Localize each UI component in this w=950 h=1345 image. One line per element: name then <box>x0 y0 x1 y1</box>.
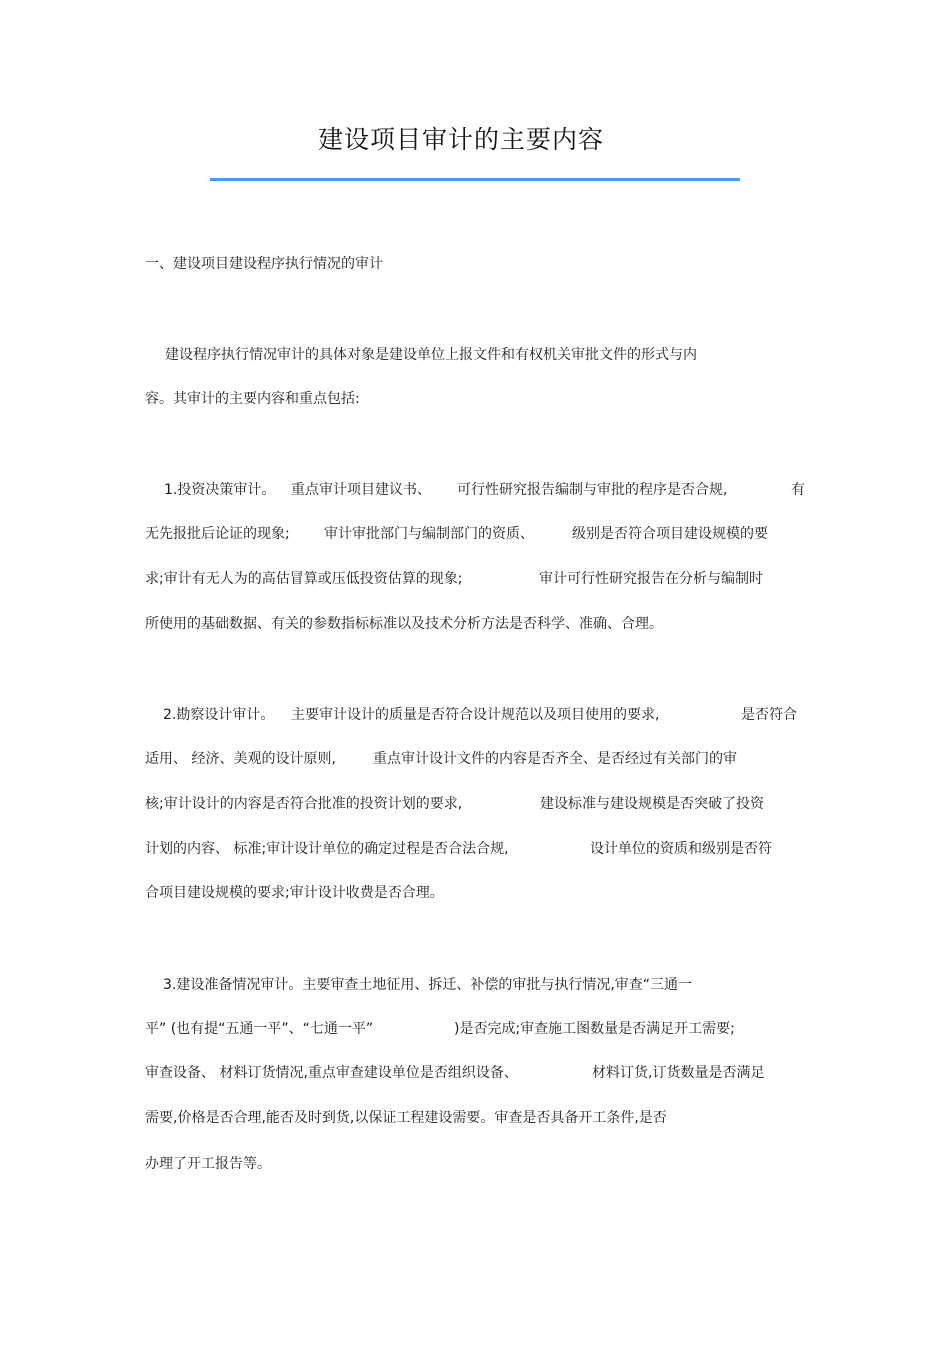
intro-line: 容。其审计的主要内容和重点包括: <box>145 391 360 407</box>
item3-text: )是否完成;审查施工图数量是否满足开工需要; <box>454 1021 735 1037</box>
item2-text: 适用、 经济、美观的设计原则, <box>145 751 336 767</box>
item2-text: 重点审计设计文件的内容是否齐全、是否经过有关部门的审 <box>373 751 737 767</box>
item1-text: 审计可行性研究报告在分析与编制时 <box>539 571 763 587</box>
item1-text: 可行性研究报告编制与审批的程序是否合规, <box>457 482 728 498</box>
item2-label: 2.勘察设计审计。 <box>163 707 275 723</box>
intro-line: 建设程序执行情况审计的具体对象是建设单位上报文件和有权机关审批文件的形式与内 <box>165 347 697 363</box>
item2-text: 设计单位的资质和级别是否符 <box>590 841 772 857</box>
item1-text: 重点审计项目建议书、 <box>291 482 431 498</box>
item2-text: 计划的内容、 标准;审计设计单位的确定过程是否合法合规, <box>145 841 509 857</box>
item2-text: 是否符合 <box>741 707 797 723</box>
item3-text: 材料订货,订货数量是否满足 <box>592 1065 765 1081</box>
item1-text: 无先报批后论证的现象; <box>145 526 290 542</box>
item2-text: 核;审计设计的内容是否符合批准的投资计划的要求, <box>145 796 463 812</box>
item2-text: 主要审计设计的质量是否符合设计规范以及项目使用的要求, <box>291 707 660 723</box>
item3-text: 审查设备、 材料订货情况,重点审查建设单位是否组织设备、 <box>145 1065 518 1081</box>
item1-text: 有 <box>791 482 805 498</box>
item3-label: 3.建设准备情况审计。主要审查土地征用、拆迁、补偿的审批与执行情况,审查“三通一 <box>163 977 693 993</box>
item2-text: 建设标准与建设规模是否突破了投资 <box>540 796 764 812</box>
document-title: 建设项目审计的主要内容 <box>317 125 604 154</box>
section-heading: 一、建设项目建设程序执行情况的审计 <box>145 256 383 272</box>
item3-text: 办理了开工报告等。 <box>145 1156 271 1172</box>
item1-text: 审计审批部门与编制部门的资质、 <box>324 526 534 542</box>
title-underline <box>210 178 740 181</box>
item1-label: 1.投资决策审计。 <box>164 482 276 498</box>
item3-text: 平” (也有提“五通一平”、“七通一平” <box>145 1021 374 1037</box>
item1-text: 级别是否符合项目建设规模的要 <box>572 526 768 542</box>
item2-text: 合项目建设规模的要求;审计设计收费是否合理。 <box>145 885 444 901</box>
item3-text: 需要,价格是否合理,能否及时到货,以保证工程建设需要。审查是否具备开工条件,是否 <box>145 1110 667 1126</box>
item1-text: 所使用的基础数据、有关的参数指标标准以及技术分析方法是否科学、准确、合理。 <box>145 616 663 632</box>
item1-text: 求;审计有无人为的高估冒算或压低投资估算的现象; <box>145 571 463 587</box>
